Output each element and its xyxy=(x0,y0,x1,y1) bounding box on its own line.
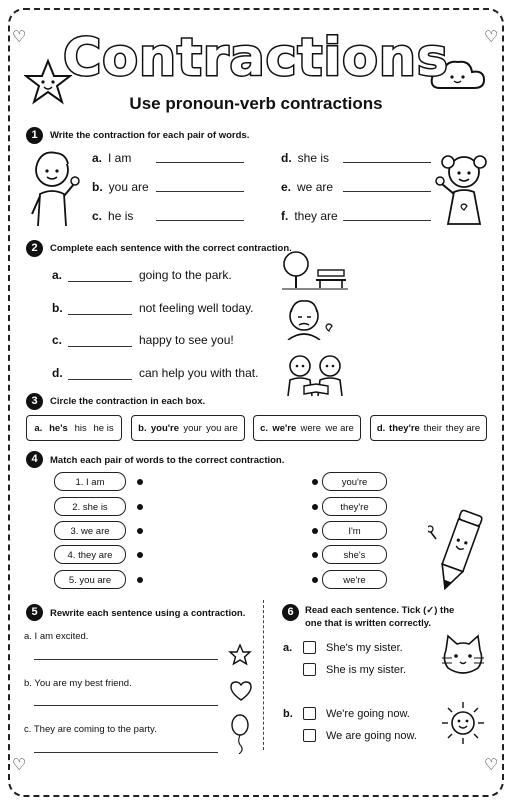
match-left-item: 1. I am xyxy=(54,472,126,491)
match-dot[interactable] xyxy=(137,577,143,583)
answer-line[interactable] xyxy=(68,281,132,282)
option-text: She's my sister. xyxy=(326,642,403,654)
choice-option[interactable]: your xyxy=(183,422,202,434)
sentence-item: d. xyxy=(52,366,63,380)
choice-box: b. you're your you are xyxy=(131,415,245,441)
section-divider xyxy=(263,600,264,750)
choice-option[interactable]: we are xyxy=(325,422,354,434)
tick-checkbox[interactable] xyxy=(303,729,316,742)
page-subtitle: Use pronoun-verb contractions xyxy=(129,94,383,113)
section-number: 2 xyxy=(26,240,43,257)
match-right-item: she's xyxy=(322,545,387,564)
choice-option[interactable]: were xyxy=(300,422,322,434)
question-letter: a. xyxy=(283,642,293,654)
reading-children-icon xyxy=(282,352,350,396)
sentence-item: b. xyxy=(52,301,63,315)
star-icon xyxy=(228,643,252,667)
question-letter: b. xyxy=(283,708,293,720)
section-instruction: Read each sentence. Tick (✓) the one that is written correctly. xyxy=(305,605,455,629)
heart-icon: ♡ xyxy=(12,29,27,46)
list-item: d. she is xyxy=(281,151,330,165)
choice-option[interactable]: you're xyxy=(150,422,180,434)
answer-line[interactable] xyxy=(34,705,218,706)
sentence-item: c. xyxy=(52,333,63,347)
tick-checkbox[interactable] xyxy=(303,641,316,654)
answer-line[interactable] xyxy=(343,220,431,221)
sentence-text: not feeling well today. xyxy=(139,301,254,315)
section-instruction: Rewrite each sentence using a contraction. xyxy=(50,608,246,619)
section-instruction: Circle the contraction in each box. xyxy=(50,396,206,407)
answer-line[interactable] xyxy=(34,659,218,660)
choice-option[interactable]: their xyxy=(423,422,443,434)
heart-icon: ♡ xyxy=(484,757,499,774)
tick-checkbox[interactable] xyxy=(303,707,316,720)
choice-box: a. he's his he is xyxy=(26,415,122,441)
choice-option[interactable]: they're xyxy=(389,422,420,434)
match-dot[interactable] xyxy=(312,504,318,510)
section-instruction: Match each pair of words to the correct contraction. xyxy=(50,455,285,466)
section-number: 6 xyxy=(282,604,299,621)
girl-waving-icon xyxy=(434,148,490,228)
choice-option[interactable]: his xyxy=(74,422,87,434)
match-right-item: we're xyxy=(322,570,387,589)
option-text: She is my sister. xyxy=(326,664,407,676)
sentence-item: c. They are coming to the party. xyxy=(24,724,157,735)
heart-icon: ♡ xyxy=(12,757,27,774)
section-instruction: Complete each sentence with the correct contraction. xyxy=(50,243,292,254)
match-right-item: they're xyxy=(322,497,387,516)
heart-icon xyxy=(229,680,253,702)
match-dot[interactable] xyxy=(137,504,143,510)
list-item: a. I am xyxy=(92,151,132,165)
choice-option[interactable]: we're xyxy=(272,422,297,434)
choice-option[interactable]: he is xyxy=(93,422,114,434)
list-item: c. he is xyxy=(92,209,134,223)
match-dot[interactable] xyxy=(137,528,143,534)
match-dot[interactable] xyxy=(312,479,318,485)
list-item: e. we are xyxy=(281,180,334,194)
choice-option[interactable]: you are xyxy=(206,422,238,434)
sentence-text: can help you with that. xyxy=(139,366,259,380)
section-number: 3 xyxy=(26,393,43,410)
option-text: We're going now. xyxy=(326,708,410,720)
match-right-item: you're xyxy=(322,472,387,491)
heart-icon: ♡ xyxy=(484,29,499,46)
sentence-item: b. You are my best friend. xyxy=(24,678,132,689)
match-right-item: I'm xyxy=(322,521,387,540)
match-dot[interactable] xyxy=(312,552,318,558)
answer-line[interactable] xyxy=(156,220,244,221)
match-dot[interactable] xyxy=(137,479,143,485)
match-dot[interactable] xyxy=(312,577,318,583)
section-instruction: Write the contraction for each pair of words. xyxy=(50,130,250,141)
match-dot[interactable] xyxy=(312,528,318,534)
boy-waving-icon xyxy=(26,148,82,228)
sentence-item: a. xyxy=(52,268,63,282)
balloon-icon xyxy=(229,714,251,754)
list-item: b. you are xyxy=(92,180,149,194)
answer-line[interactable] xyxy=(68,314,132,315)
answer-line[interactable] xyxy=(34,752,218,753)
answer-line[interactable] xyxy=(343,191,431,192)
answer-line[interactable] xyxy=(343,162,431,163)
section-number: 5 xyxy=(26,604,43,621)
answer-line[interactable] xyxy=(156,191,244,192)
match-left-item: 2. she is xyxy=(54,497,126,516)
sentence-text: going to the park. xyxy=(139,268,232,282)
pencil-icon xyxy=(428,505,490,595)
answer-line[interactable] xyxy=(68,379,132,380)
match-left-item: 5. you are xyxy=(54,570,126,589)
sun-icon xyxy=(440,700,486,746)
match-left-item: 3. we are xyxy=(54,521,126,540)
sentence-item: a. I am excited. xyxy=(24,631,89,642)
choice-box: d. they're their they are xyxy=(370,415,487,441)
match-left-item: 4. they are xyxy=(54,545,126,564)
option-text: We are going now. xyxy=(326,730,417,742)
section-number: 4 xyxy=(26,451,43,468)
page-title: Contractions xyxy=(63,28,449,88)
sentence-text: happy to see you! xyxy=(139,333,234,347)
list-item: f. they are xyxy=(281,209,338,223)
sick-child-icon xyxy=(282,296,340,340)
section-number: 1 xyxy=(26,127,43,144)
answer-line[interactable] xyxy=(68,346,132,347)
choice-box: c. we're were we are xyxy=(253,415,361,441)
choice-option[interactable]: he's xyxy=(49,422,68,434)
answer-line[interactable] xyxy=(156,162,244,163)
park-icon xyxy=(280,248,350,292)
choice-option[interactable]: they are xyxy=(445,422,481,434)
tick-checkbox[interactable] xyxy=(303,663,316,676)
cat-icon xyxy=(440,634,486,676)
match-dot[interactable] xyxy=(137,552,143,558)
